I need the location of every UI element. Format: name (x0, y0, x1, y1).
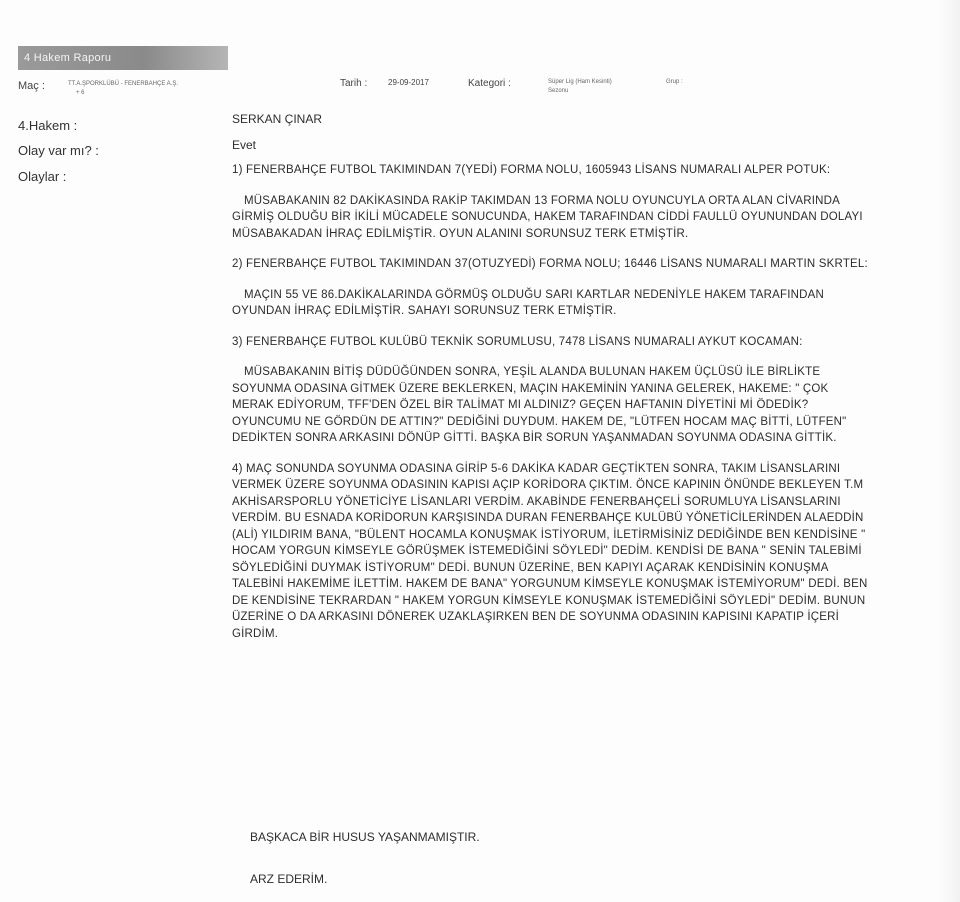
incident-2-heading: 2) FENERBAHÇE FUTBOL TAKIMINDAN 37(OTUZYEDİ) FORMA NOLU; 16446 LİSANS NUMARALI MARTIN SKRTEL: (232, 258, 868, 270)
kategori-label: Kategori : (468, 78, 511, 89)
report-title: 4 Hakem Raporu (24, 52, 112, 64)
olay-value: Evet (232, 138, 257, 152)
kategori-value-line2: Sezonu (548, 88, 569, 94)
incident-4-body: 4) MAÇ SONUNDA SOYUNMA ODASINA GİRİP 5-6 DAKİKA KADAR GEÇTİKTEN SONRA, TAKIM LİSANSLARINI VERMEK ÜZERE SOYUNMA ODASININ KAPISI AÇIP KORİDORA ÇIKTIM. ÖNCE KAPININ ÖNÜNDE BEKLEYEN T.M AKHİSARSPORLU YÖNETİCİYE LİSANLARI VERDİM. AKABİNDE FENERBAHÇELİ SORUMLUYA LİSANSLARINI VERDİM. BU ESNADA KORİDORUN KARŞISINDA DURAN FENERBAHÇE KULÜBÜ YÖNETİCİLERİNDEN ALAEDDİN (ALİ) YILDIRIM BANA, "BÜLENT HOCAMLA KONUŞMAK İSTİYORUM, İLETİRMİSİNİZ DEDİĞİNDE BEN KENDİSİNE " HOCAM YORGUN KİMSEYLE GÖRÜŞMEK İSTEMEDİĞİNİ SÖYLEDİ" DEDİM. KENDİSİ DE BANA " SENİN TALEBİMİ SÖYLEDİĞİNİ DUYMAK İSTİYORUM" DEDİ. BUNUN ÜZERİNE, BEN KAPIYI AÇARAK KENDİSİNİN KONUŞMA TALEBİNİ HAKEMİME İLETTİM. HAKEM DE BANA" YORGUNUM KİMSEYLE KONUŞMAK İSTEMİYORUM" DEDİ. BEN DE KENDİSİNE TEKRARDAN " HAKEM YORGUN KİMSEYLE KONUŞMAK İSTEMEDİĞİNİ SÖYLEDİ" DEDİM. BUNUN ÜZERİNE O DA ARKASINI DÖNEREK UZAKLAŞIRKEN BEN DE SOYUNMA ODASININ KAPISINI KAPATIP İÇERİ GİRDİM. (232, 462, 868, 640)
olaylar-label: Olaylar : (18, 169, 67, 184)
incident-list (232, 162, 872, 656)
tarih-value: 29-09-2017 (388, 78, 429, 87)
mac-value-line2: + 6 (76, 90, 85, 96)
olay-label: Olay var mı? : (18, 143, 99, 158)
mac-label: Maç : (18, 80, 45, 92)
kategori-value: Süper Lig (Ham Kesinti) (548, 79, 612, 85)
incident-3-body: MÜSABAKANIN BİTİŞ DÜDÜĞÜNDEN SONRA, YEŞİL ALANDA BULUNAN HAKEM ÜÇLÜSÜ İLE BİRLİKTE SOYUNMA ODASINA GİTMEK ÜZERE BEKLERKEN, MAÇIN HAKEMİNİN YANINA GELEREK, HAKEME: " ÇOK MERAK EDİYORUM, TFF'DEN ÖZEL BİR TALİMAT MI ALDINIZ? GEÇEN HAFTANIN DİYETİNİ Mİ ÖDEDİK? OYUNCUMU NE GÖRDÜN DE ATTIN?" DEDİĞİNİ DUYDUM. HAKEM DE, "LÜTFEN HOCAM MAÇ BİTTİ, LÜTFEN" DEDİKTEN SONRA ARKASINI DÖNÜP GİTTİ. BAŞKA BİR SORUN YAŞANMADAN SOYUNMA ODASINA GİTTİK. (232, 366, 847, 444)
incident-3-heading: 3) FENERBAHÇE FUTBOL KULÜBÜ TEKNİK SORUMLUSU, 7478 LİSANS NUMARALI AYKUT KOCAMAN: (232, 335, 803, 348)
mac-value: TT.A.ŞPORKLÜBÜ - FENERBAHÇE A.Ş. (68, 81, 179, 87)
closing-signoff: ARZ EDERİM. (250, 872, 328, 886)
incident-1-body: MÜSABAKANIN 82 DAKİKASINDA RAKİP TAKIMDAN 13 FORMA NOLU OYUNCUYLA ORTA ALAN CİVARINDA GİRMİŞ OLDUĞU BİR İKİLİ MÜCADELE SONUCUNDA, HAKEM TARAFINDAN CİDDİ FAULLÜ OYUNUNDAN DOLAYI MÜSABAKADAN İHRAÇ EDİLMİŞTİR. OYUN ALANINI SORUNSUZ TERK ETMİŞTİR. (232, 194, 863, 240)
incident-2-body: MAÇIN 55 VE 86.DAKİKALARINDA GÖRMÜŞ OLDUĞU SARI KARTLAR NEDENİYLE HAKEM TARAFINDAN OYUNDAN İHRAÇ EDİLMİŞTİR. SAHAYI SORUNSUZ TERK ETMİŞTİR. (232, 288, 825, 317)
tarih-label: Tarih : (340, 78, 368, 89)
hakem-value: SERKAN ÇINAR (232, 112, 323, 126)
incident-1-heading: 1) FENERBAHÇE FUTBOL TAKIMINDAN 7(YEDİ) FORMA NOLU, 1605943 LİSANS NUMARALI ALPER POTUK: (232, 164, 831, 176)
closing-statement: BAŞKACA BİR HUSUS YAŞANMAMIŞTIR. (250, 830, 480, 844)
match-meta-row (18, 76, 918, 106)
hakem-label: 4.Hakem : (18, 118, 78, 133)
report-title-band (18, 46, 228, 70)
scan-edge-shadow (938, 0, 960, 902)
grup-label: Grup : (666, 79, 683, 85)
